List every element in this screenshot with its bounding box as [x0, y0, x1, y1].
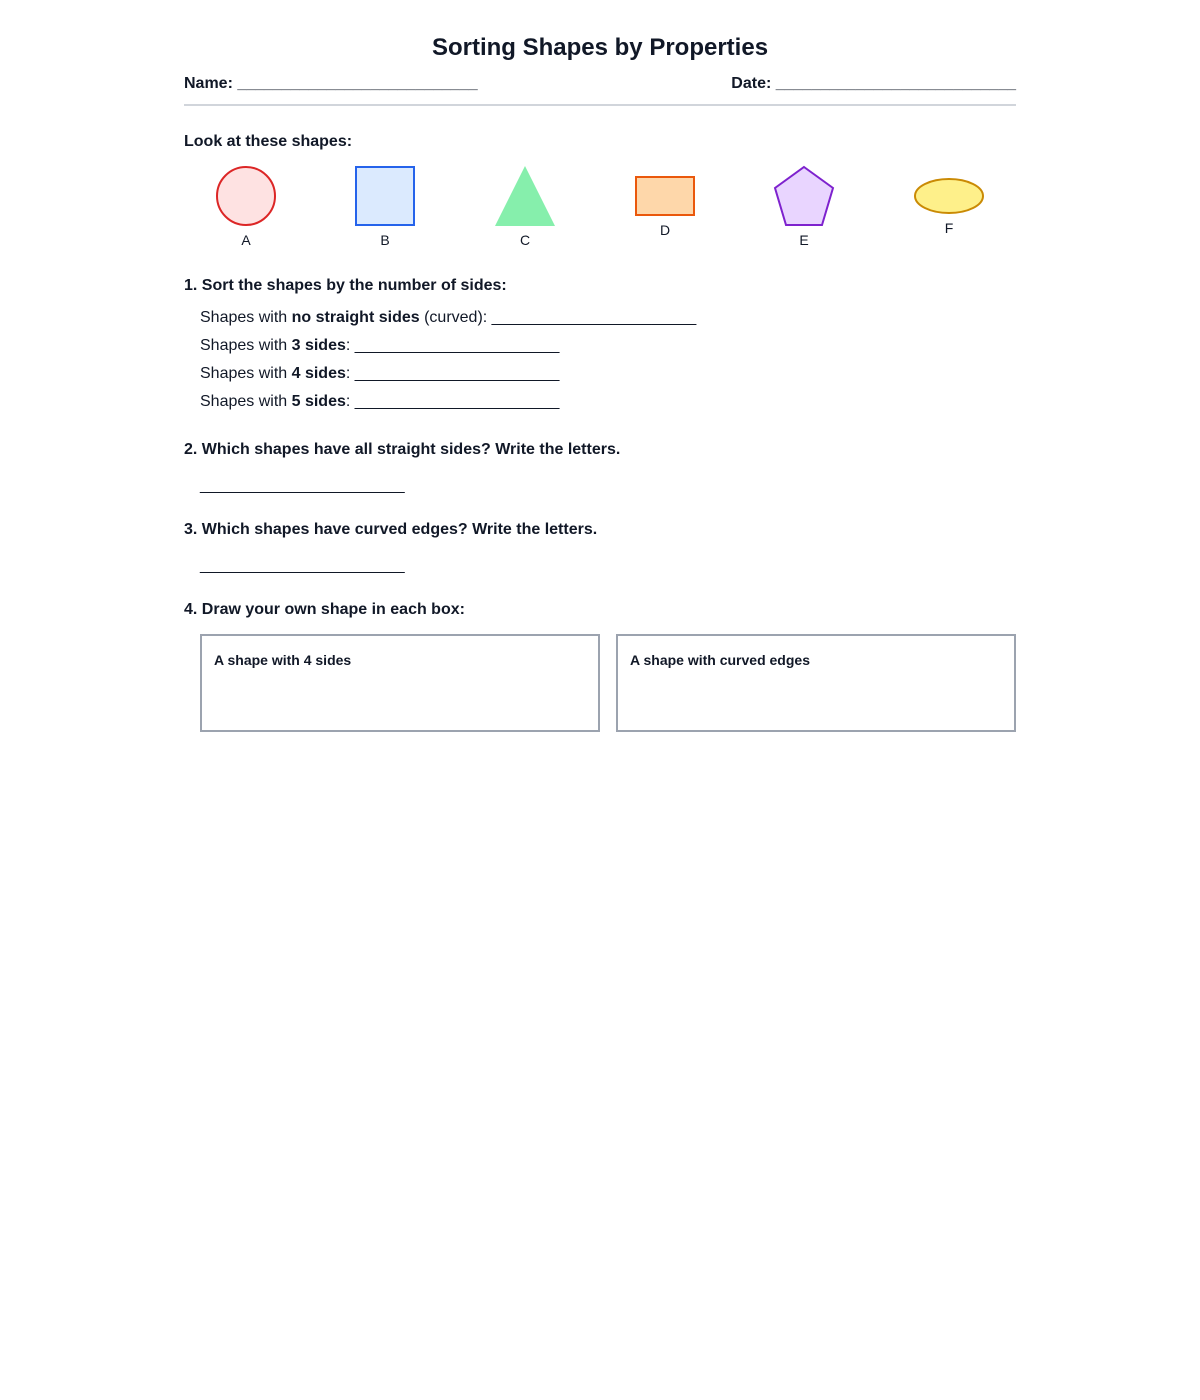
sort-line-prefix: Shapes with	[200, 309, 292, 326]
drawing-box-curved[interactable]	[616, 634, 1016, 732]
sort-line-prefix: Shapes with	[200, 337, 292, 354]
pentagon-shape-icon	[773, 164, 835, 226]
question-3-heading: 3. Which shapes have curved edges? Write the letters.	[184, 521, 598, 538]
sort-line-prefix: Shapes with	[200, 365, 292, 382]
shape-d	[605, 164, 725, 239]
sort-line-5-sides[interactable]	[200, 392, 559, 412]
rectangle-shape-icon	[634, 164, 696, 216]
sort-line-blank[interactable]: : _______________________	[345, 393, 560, 410]
look-heading: Look at these shapes:	[184, 133, 353, 150]
sort-line-prefix: Shapes with	[200, 393, 292, 410]
question-2-answer-line[interactable]: _______________________	[200, 477, 405, 494]
shape-c	[465, 164, 585, 249]
shape-b	[325, 164, 445, 249]
oval-shape-icon	[912, 164, 986, 216]
sort-line-emphasis: 5 sides	[291, 393, 346, 410]
sort-line-3-sides[interactable]	[200, 336, 559, 356]
shape-e	[744, 164, 864, 249]
sort-line-curved[interactable]	[200, 308, 696, 328]
shape-label-b: B	[380, 232, 390, 248]
sort-line-blank[interactable]: (curved): _______________________	[419, 309, 697, 326]
sort-line-blank[interactable]: : _______________________	[345, 365, 560, 382]
square-shape-icon	[354, 164, 416, 226]
question-4-heading: 4. Draw your own shape in each box:	[184, 601, 465, 618]
shape-label-f: F	[944, 220, 954, 236]
shape-f	[889, 164, 1009, 237]
triangle-shape-icon	[494, 164, 556, 226]
drawing-box-4-sides[interactable]	[200, 634, 600, 732]
name-date-row	[184, 72, 1016, 96]
sort-line-emphasis: 3 sides	[291, 337, 346, 354]
question-3-answer-line[interactable]: _______________________	[200, 557, 405, 574]
shape-a	[186, 164, 306, 249]
shape-label-c: C	[519, 232, 531, 248]
question-1-heading: 1. Sort the shapes by the number of sides:	[184, 277, 507, 294]
drawing-box-label: A shape with 4 sides	[214, 652, 352, 668]
header-divider	[184, 104, 1016, 106]
question-2-heading: 2. Which shapes have all straight sides? Write the letters.	[184, 441, 621, 458]
sort-line-emphasis: no straight sides	[291, 309, 420, 326]
shape-label-e: E	[799, 232, 809, 248]
circle-shape-icon	[216, 164, 276, 226]
date-field[interactable]: Date: ___________________________	[731, 75, 1016, 92]
sort-line-emphasis: 4 sides	[291, 365, 346, 382]
page-title: Sorting Shapes by Properties	[431, 34, 769, 61]
shape-label-d: D	[659, 222, 671, 238]
name-field[interactable]: Name: ___________________________	[184, 75, 478, 92]
drawing-box-label: A shape with curved edges	[630, 652, 810, 668]
sort-line-4-sides[interactable]	[200, 364, 559, 384]
shape-label-a: A	[241, 232, 251, 248]
sort-line-blank[interactable]: : _______________________	[345, 337, 560, 354]
